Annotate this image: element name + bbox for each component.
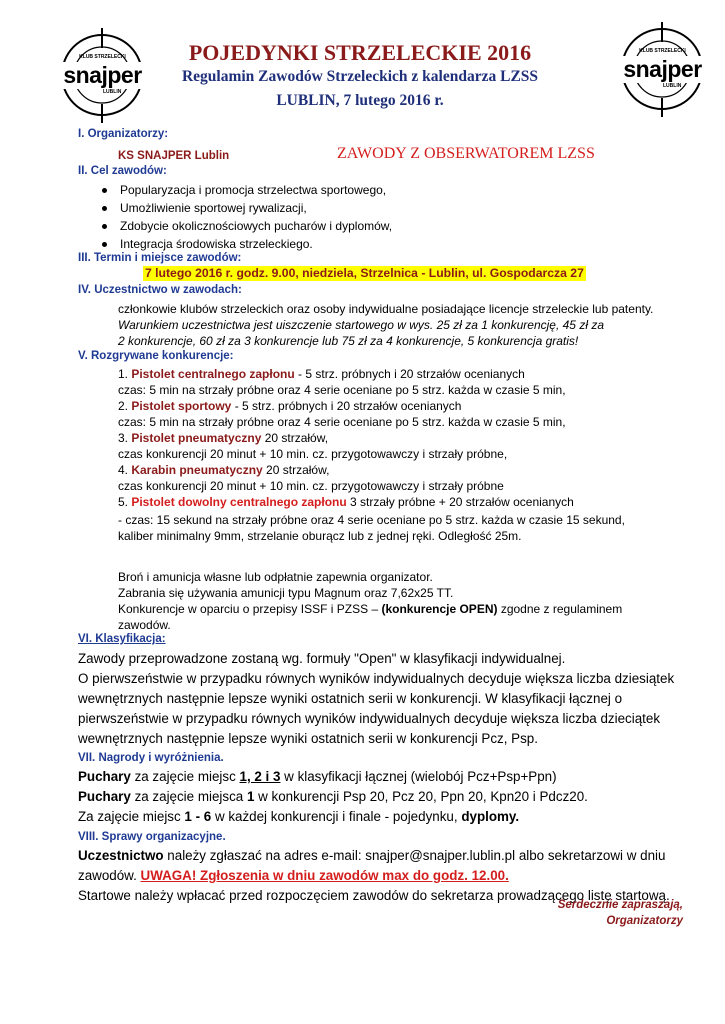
page-subtitle: Regulamin Zawodów Strzeleckich z kalendarza LZSS [181,68,539,85]
participation-eligibility: członkowie klubów strzeleckich oraz osoby indywidualne posiadające licencje strzeleckie lub patenty. [118,302,654,316]
closing-invitation: Serdecznie zapraszają, [557,899,683,911]
competition-1: 1. Pistolet centralnego zapłonu - 5 strz. próbnych i 20 strzałów ocenianych [118,367,525,381]
note-rules: Konkurencje w oparciu o przepisy ISSF i PZSS – (konkurencje OPEN) zgodne z regulaminem [118,602,623,616]
section-competitions-heading: V. Rozgrywane konkurencje: [78,350,234,362]
competition-3-time: czas konkurencji 20 minut + 10 min. cz. przygotowawczy i strzały próbne, [118,447,508,461]
note-ammo: Zabrania się używania amunicji typu Magnum oraz 7,62x25 TT. [118,586,454,600]
list-item: Zdobycie okolicznościowych pucharów i dyplomów, [100,217,392,235]
competition-5: 5. Pistolet dowolny centralnego zapłonu 3 strzały próbne + 20 strzałów ocenianych [118,495,574,509]
competition-5-time: - czas: 15 sekund na strzały próbne oraz 4 serie oceniane po 5 strz. każda w czasie 15 sekund, [118,513,625,527]
organization-line-3: Startowe należy wpłacać przed rozpoczęciem zawodów do sekretarza prowadzącego listę startową. [78,888,670,903]
section-organization-heading: VIII. Sprawy organizacyjne. [78,831,226,843]
organizer-name: KS SNAJPER Lublin [118,150,230,162]
competition-5-caliber: kaliber minimalny 9mm, strzelanie oburącz lub z jednej ręki. Odległość 25m. [118,529,522,543]
participation-fee-line2: 2 konkurencje, 60 zł za 3 konkurencje lub 75 zł za 4 konkurencje, 5 konkurencja gratis! [118,334,579,348]
section-classification-heading: VI. Klasyfikacja: [78,633,166,645]
competition-4: 4. Karabin pneumatyczny 20 strzałów, [118,463,330,477]
section-prizes-heading: VII. Nagrody i wyróżnienia. [78,752,224,764]
bullet-icon [102,206,107,211]
prizes-line-3: Za zajęcie miejsc 1 - 6 w każdej konkurencji i finale - pojedynku, dyplomy. [78,809,520,824]
note-weapons: Broń i amunicja własne lub odpłatnie zapewnia organizator. [118,570,433,584]
page-title: POJEDYNKI STRZELECKIE 2016 [188,40,532,65]
club-logo-left: KLUB STRZELECKI snajper LUBLIN [55,28,150,123]
competition-2-time: czas: 5 min na strzały próbne oraz 4 serie oceniane po 5 strz. każda w czasie 5 min, [118,415,566,429]
prizes-line-1: Puchary za zajęcie miejsc 1, 2 i 3 w klasyfikacji łącznej (wielobój Pcz+Psp+Ppn) [78,769,557,784]
bullet-icon [102,242,107,247]
organization-line-2: zawodów. UWAGA! Zgłoszenia w dniu zawodów max do godz. 12.00. [78,868,509,883]
competition-2: 2. Pistolet sportowy - 5 strz. próbnych i 20 strzałów ocenianych [118,399,462,413]
bullet-icon [102,224,107,229]
competition-3: 3. Pistolet pneumatyczny 20 strzałów, [118,431,329,445]
classification-line-5: wewnętrznych następnie lepsze wyniki ostatnich serii w konkurencji Pcz, Psp. [78,731,538,746]
note-rules-cont: zawodów. [118,618,171,632]
classification-line-4: pierwszeństwie w przypadku równych wyników indywidualnych decyduje większa liczba dzieciątek [78,711,661,726]
closing-signature: Organizatorzy [606,915,683,927]
club-logo-right: KLUB STRZELECKI snajper LUBLIN [615,22,710,117]
competition-1-time: czas: 5 min na strzały próbne oraz 4 serie oceniane po 5 strz. każda w czasie 5 min, [118,383,566,397]
prizes-line-2: Puchary za zajęcie miejsca 1 w konkurencji Psp 20, Pcz 20, Ppn 20, Kpn20 i Pdcz20. [78,789,588,804]
list-item: Umożliwienie sportowej rywalizacji, [100,199,392,217]
classification-line-3: wewnętrznych następnie lepsze wyniki ostatnich serii w konkurencji. W klasyfikacji łącznej o [78,691,623,706]
list-item: Popularyzacja i promocja strzelectwa sportowego, [100,181,392,199]
goals-list [100,181,392,253]
classification-line-1: Zawody przeprowadzone zostaną wg. formuły "Open" w klasyfikacji indywidualnej. [78,651,566,666]
section-participation-heading: IV. Uczestnictwo w zawodach: [78,284,242,296]
section-date-place-heading: III. Termin i miejsce zawodów: [78,252,242,264]
date-place-text: 7 lutego 2016 r. godz. 9.00, niedziela, Strzelnica - Lublin, ul. Gospodarcza 27 [145,266,584,280]
participation-fee-line1: Warunkiem uczestnictwa jest uiszczenie startowego w wys. 25 zł za 1 konkurencję, 45 zł za [118,318,604,332]
observer-notice: ZAWODY Z OBSERWATOREM LZSS [337,145,595,162]
classification-line-2: O pierwszeństwie w przypadku równych wyników indywidualnych decyduje większa liczba dziesiątek [78,671,675,686]
section-goals-heading: II. Cel zawodów: [78,165,167,177]
list-item: Integracja środowiska strzeleckiego. [100,235,392,253]
page-date: LUBLIN, 7 lutego 2016 r. [276,92,444,109]
organization-line-1: Uczestnictwo należy zgłaszać na adres e-mail: snajper@snajper.lublin.pl albo sekretarzowi w dniu [78,848,666,863]
competition-4-time: czas konkurencji 20 minut + 10 min. cz. przygotowawczy i strzały próbne [118,479,504,493]
section-organizers-heading: I. Organizatorzy: [78,128,169,140]
bullet-icon [102,188,107,193]
